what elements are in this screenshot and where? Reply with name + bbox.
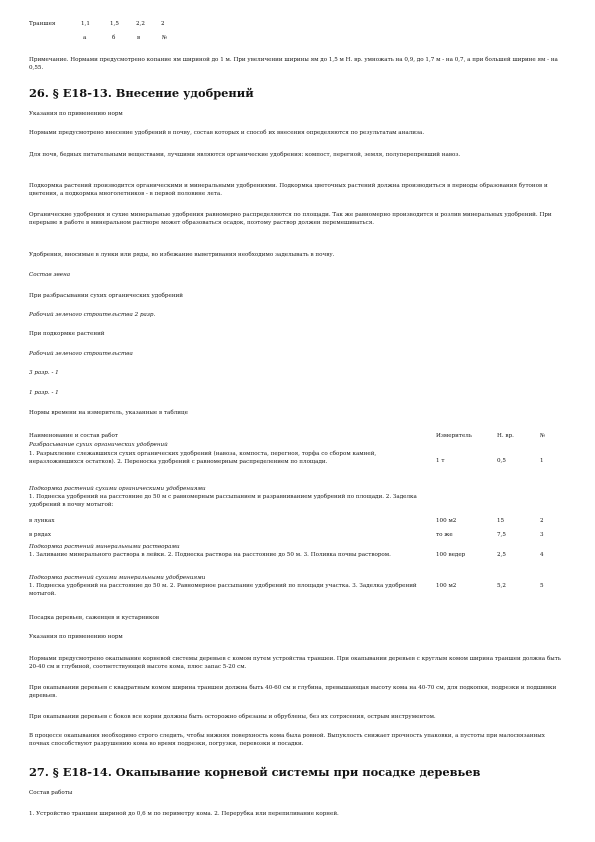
top-table-letter: №: [162, 35, 168, 41]
row-title: Подкормка растений сухими минеральными удобрениями: [29, 575, 206, 581]
top-table-value: 2,2: [136, 21, 145, 27]
row-time: 7,5: [497, 532, 506, 538]
paragraph: Органические удобрения и сухие минеральные удобрения равномерно распределяются по площади. Так же равномерно производится и розлив минеральных удобрений. При перерыве в работе в минеральном растворе может образоваться осадок, поэтому раствор должен перемешиваться.: [29, 212, 552, 226]
top-table-letter: б: [112, 35, 116, 41]
section-27-title: 27. § Е18-14. Окапывание корневой системы при посадке деревьев: [29, 765, 481, 779]
paragraph: В процессе окапывания необходимо строго следить, чтобы нижняя поверхность кома была ровной. Выпуклость снижает прочность упаковки, а пустоты при малосвязанных почвах способствуют разрушению кома во время подрезки, погрузки, перевозки и посадки.: [29, 733, 545, 747]
table-header-name: Наименование и состав работ: [29, 433, 118, 439]
row-time: 5,2: [497, 583, 506, 589]
top-table-letter: в: [137, 35, 141, 41]
row-title: Разбрасывание сухих органических удобрений: [29, 442, 168, 448]
crew-line: 1 разр. - 1: [29, 390, 59, 396]
row-title: Подкормка растений минеральными растворами: [29, 544, 180, 550]
row-time: 0,5: [497, 458, 506, 464]
usage-heading: Указания по применению норм: [29, 634, 123, 640]
row-number: 1: [540, 458, 544, 464]
paragraph: При окапывании деревьев с квадратным комом ширина траншеи должна быть 40-60 см и глубина, превышающая высоту кома на 40-70 см, для подкопки, подрезки и подшивки деревьев.: [29, 685, 557, 699]
section-26-title: 26. § Е18-13. Внесение удобрений: [29, 86, 254, 100]
row-number: 4: [540, 552, 544, 558]
top-table-label: Траншея: [29, 21, 56, 27]
top-table-value: 2: [161, 21, 165, 27]
row-unit: 100 ведер: [436, 552, 466, 558]
norms-heading: Нормы времени на измеритель, указанные в таблице: [29, 410, 188, 416]
work-heading: Состав работы: [29, 790, 73, 796]
paragraph: Нормами предусмотрено внесение удобрений в почву, состав которых и способ их внесения определяются по результатам анализа.: [29, 130, 425, 136]
row-unit: 100 м2: [436, 583, 457, 589]
top-table-value: 1,1: [81, 21, 90, 27]
row-unit: 1 т: [436, 458, 445, 464]
row-unit: 100 м2: [436, 518, 457, 524]
row-number: 3: [540, 532, 544, 538]
table-header-no: №: [540, 433, 546, 439]
table-header-time: Н. вр.: [497, 433, 514, 439]
crew-line: Рабочий зеленого строительства 2 разр.: [29, 312, 156, 318]
crew-heading: Состав звена: [29, 272, 71, 278]
row-description: 1. Поднеска удобрений на расстояние до 50 м. 2. Равномерное рассыпание удобрений по площади участка. 3. Заделка удобрений мотыгой.: [29, 583, 417, 597]
top-table-letter: а: [83, 35, 87, 41]
row-time: 2,5: [497, 552, 506, 558]
paragraph: Для почв, бедных питательными веществами, лучшими являются органические удобрения: компост, перегной, земля, полуперепревший навоз.: [29, 152, 461, 158]
top-table-value: 1,5: [110, 21, 119, 27]
note-paragraph: Примечание. Нормами предусмотрено копание ям шириной до 1 м. При увеличении ширины ям до 1,5 м Н. вр. умножать на 0,9, до 1,7 м - на 0,7, а при большей ширине ям - на 0,55.: [29, 57, 558, 71]
crew-line: При подкормке растений: [29, 331, 105, 337]
row-number: 5: [540, 583, 544, 589]
row-unit: то же: [436, 532, 453, 538]
row-number: 2: [540, 518, 544, 524]
paragraph: Подкормка растений производится органическими и минеральными удобрениями. Подкормка цветочных растений должна производиться в периоды образования бутонов и цветения, а подкормка многолетников - в первой половине лета.: [29, 183, 548, 197]
pruning-heading: Посадка деревьев, саженцев и кустарников: [29, 615, 160, 621]
table-header-unit: Измеритель: [436, 433, 472, 439]
crew-line: Рабочий зеленого строительства: [29, 351, 133, 357]
row-description: в лунках: [29, 518, 55, 524]
row-description: 1. Разрыхление слежавшихся сухих органических удобрений (навоза, компоста, перегноя, торфа со сбором камней, неразложившихся остатков). 2. Переноска удобрений с равномерным распределением по площади.: [29, 451, 377, 465]
paragraph: При окапывании деревьев с боков все корни должны быть осторожно обрезаны и обрублены, без их сотрясения, острым инструментом.: [29, 714, 436, 720]
work-line: 1. Устройство траншеи шириной до 0,6 м по периметру кома. 2. Перерубка или перепиливание корней.: [29, 811, 339, 817]
crew-line: При разбрасывании сухих органических удобрений: [29, 293, 184, 299]
paragraph: Удобрения, вносимые в лунки или ряды, во избежание выветривания необходимо заделывать в почву.: [29, 252, 335, 258]
paragraph: Нормами предусмотрено окапывание корневой системы деревьев с комом путем устройства траншеи. При окапывании деревьев с круглым комом ширина траншеи должна быть 20-40 см и глубиной, соответствующей высоте кома, плюс запас 5-20 см.: [29, 656, 561, 670]
row-title: Подкормка растений сухими органическими удобрениями: [29, 486, 206, 492]
row-description: в рядах: [29, 532, 51, 538]
row-description: 1. Поднеска удобрений на расстояние до 50 м с равномерным рассыпанием и разравниванием удобрений по площади. 2. Заделка удобрений в почву мотыгой:: [29, 494, 417, 508]
row-time: 15: [497, 518, 505, 524]
row-description: 1. Заливание минерального раствора в лейки. 2. Поднеска раствора на расстояние до 50 м. 3. Поливка почвы раствором.: [29, 552, 391, 558]
usage-heading: Указания по применению норм: [29, 111, 123, 117]
crew-line: 3 разр. - 1: [29, 370, 59, 376]
